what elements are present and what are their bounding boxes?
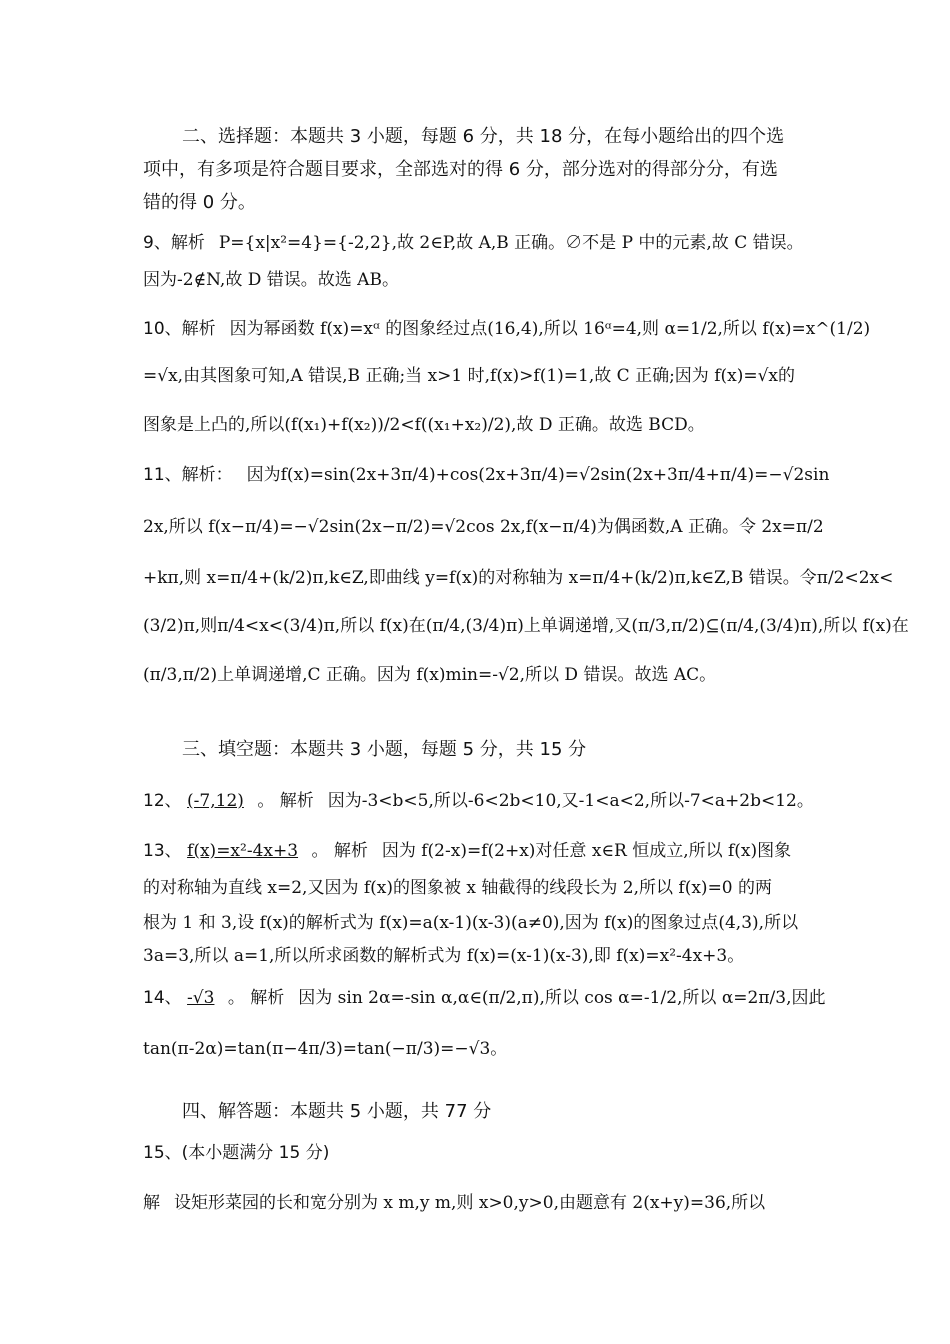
q10-label: 10、解析 bbox=[143, 319, 216, 339]
q12-answer: (-7,12) bbox=[187, 791, 244, 811]
q15-solution-label: 解 bbox=[143, 1193, 160, 1213]
q11-text-1: 因为f(x)=sin(2x+3π/4)+cos(2x+3π/4)=√2sin(2x+3π/4+π/4)=−√2sin bbox=[246, 465, 830, 485]
q14-line-2: tan(π-2α)=tan(π−4π/3)=tan(−π/3)=−√3。 bbox=[143, 1039, 508, 1059]
q10-text-1: 因为幂函数 f(x)=xᵅ 的图象经过点(16,4),所以 16ᵅ=4,则 α=1/2,所以 f(x)=x^(1/2) bbox=[229, 319, 871, 339]
q14-line-1 bbox=[143, 983, 825, 1008]
q14-text-1: 因为 sin 2α=-sin α,α∈(π/2,π),所以 cos α=-1/2,所以 α=2π/3,因此 bbox=[298, 988, 826, 1008]
section2-heading-line-1: 二、选择题：本题共 3 小题，每题 6 分，共 18 分，在每小题给出的四个选 bbox=[182, 126, 785, 147]
q14-analysis-label: 。 解析 bbox=[227, 988, 285, 1008]
q10-line-3: 图象是上凸的,所以(f(x₁)+f(x₂))/2<f((x₁+x₂)/2),故 D 正确。故选 BCD。 bbox=[143, 415, 705, 435]
q14-label: 14、 bbox=[143, 988, 182, 1008]
q11-line-4: (3/2)π,则π/4<x<(3/4)π,所以 f(x)在(π/4,(3/4)π)上单调递增,又(π/3,π/2)⊆(π/4,(3/4)π),所以 f(x)在 bbox=[143, 616, 909, 636]
q13-line-4: 3a=3,所以 a=1,所以所求函数的解析式为 f(x)=(x-1)(x-3),即 f(x)=x²-4x+3。 bbox=[143, 946, 745, 966]
q11-line-1 bbox=[143, 460, 829, 485]
q14-answer: -√3 bbox=[187, 988, 215, 1008]
q13-text-1: 因为 f(2-x)=f(2+x)对任意 x∈R 恒成立,所以 f(x)图象 bbox=[381, 841, 792, 861]
q12-label: 12、 bbox=[143, 791, 182, 811]
q9-line-1 bbox=[143, 228, 804, 253]
section4-heading: 四、解答题：本题共 5 小题，共 77 分 bbox=[182, 1101, 492, 1122]
q13-label: 13、 bbox=[143, 841, 182, 861]
q11-line-5: (π/3,π/2)上单调递增,C 正确。因为 f(x)min=-√2,所以 D 错误。故选 AC。 bbox=[143, 665, 717, 685]
q11-line-3: +kπ,则 x=π/4+(k/2)π,k∈Z,即曲线 y=f(x)的对称轴为 x=π/4+(k/2)π,k∈Z,B 错误。令π/2<2x< bbox=[143, 568, 894, 588]
q13-answer: f(x)=x²-4x+3 bbox=[187, 841, 299, 861]
section2-heading-line-2: 项中，有多项是符合题目要求，全部选对的得 6 分，部分选对的得部分分，有选 bbox=[143, 159, 778, 180]
section2-heading-line-3: 错的得 0 分。 bbox=[143, 192, 256, 213]
q13-line-2: 的对称轴为直线 x=2,又因为 f(x)的图象被 x 轴截得的线段长为 2,所以 f(x)=0 的两 bbox=[143, 878, 773, 898]
q10-line-2: =√x,由其图象可知,A 错误,B 正确;当 x>1 时,f(x)>f(1)=1,故 C 正确;因为 f(x)=√x的 bbox=[143, 366, 796, 386]
q9-label: 9、解析 bbox=[143, 233, 205, 253]
q9-line-2: 因为-2∉N,故 D 错误。故选 AB。 bbox=[143, 270, 399, 290]
q15-line bbox=[143, 1188, 765, 1213]
q13-line-1 bbox=[143, 836, 791, 861]
section3-heading: 三、填空题：本题共 3 小题，每题 5 分，共 15 分 bbox=[182, 739, 587, 760]
q13-analysis-label: 。 解析 bbox=[311, 841, 368, 861]
q10-line-1 bbox=[143, 314, 870, 339]
q12-analysis-label: 。 解析 bbox=[257, 791, 314, 811]
q11-line-2: 2x,所以 f(x−π/4)=−√2sin(2x−π/2)=√2cos 2x,f(x−π/4)为偶函数,A 正确。令 2x=π/2 bbox=[143, 517, 824, 537]
q15-label: 15、(本小题满分 15 分) bbox=[143, 1143, 330, 1163]
q9-text-1: P={x|x²=4}={-2,2},故 2∈P,故 A,B 正确。∅不是 P 中的元素,故 C 错误。 bbox=[218, 233, 804, 253]
q15-text: 设矩形菜园的长和宽分别为 x m,y m,则 x>0,y>0,由题意有 2(x+y)=36,所以 bbox=[174, 1193, 766, 1213]
q12-text: 因为-3<b<5,所以-6<2b<10,又-1<a<2,所以-7<a+2b<12。 bbox=[327, 791, 814, 811]
q11-label: 11、解析： bbox=[143, 465, 233, 485]
q13-line-3: 根为 1 和 3,设 f(x)的解析式为 f(x)=a(x-1)(x-3)(a≠0),因为 f(x)的图象过点(4,3),所以 bbox=[143, 913, 799, 933]
q12-line bbox=[143, 786, 814, 811]
